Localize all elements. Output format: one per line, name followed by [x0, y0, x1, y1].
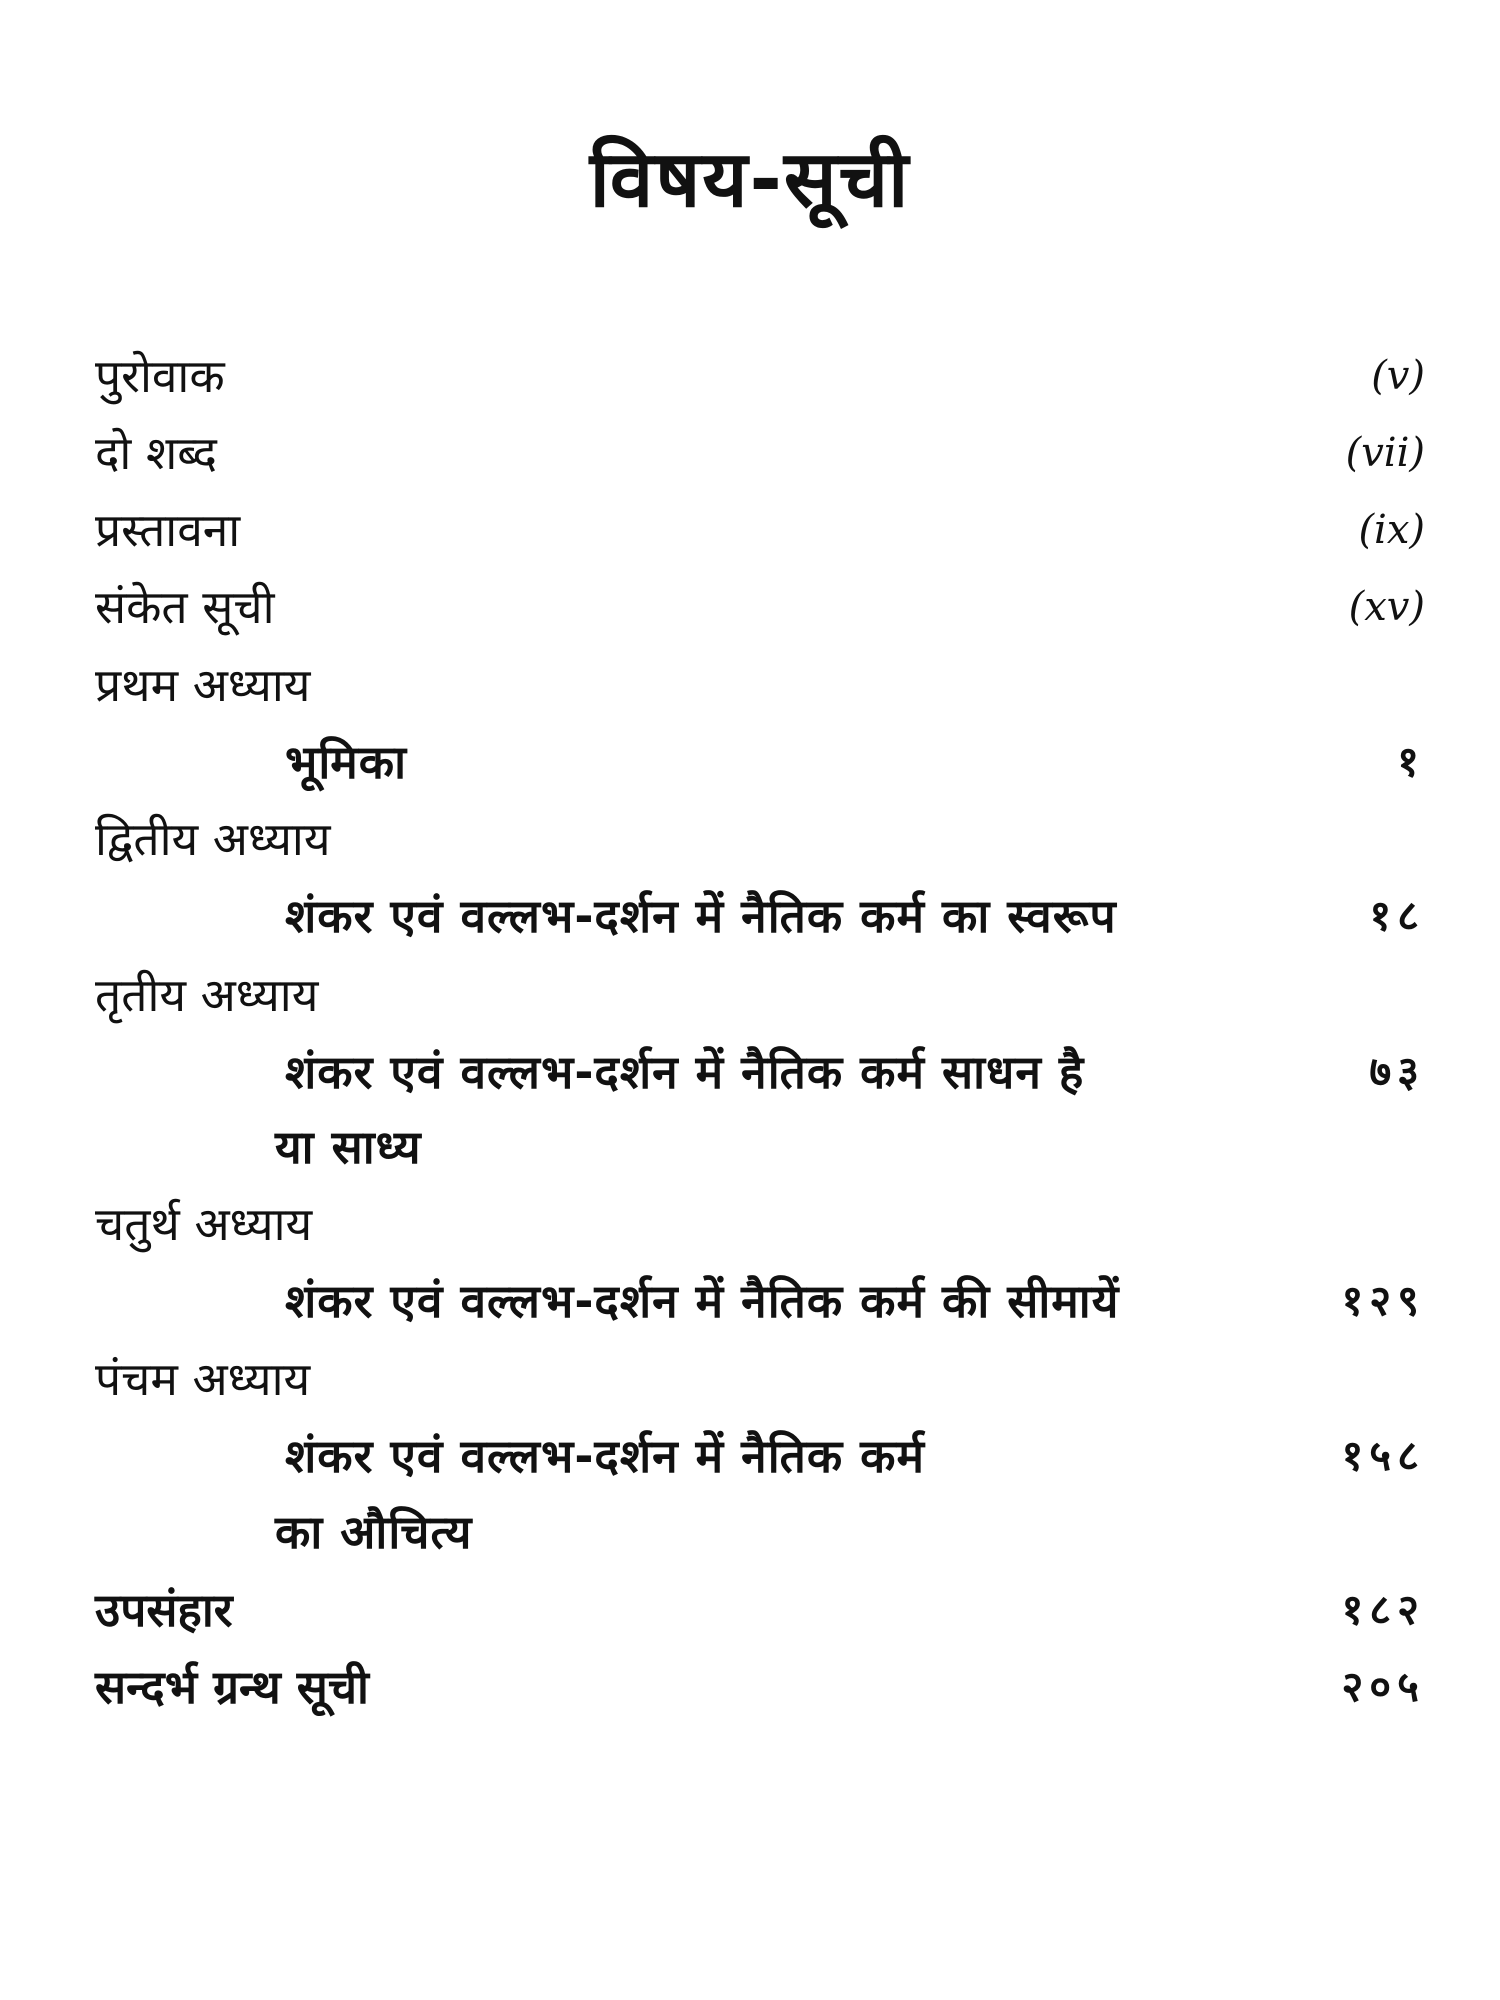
toc-entry-prastavana [95, 492, 1425, 568]
chapter-title-line-2: का औचित्य [275, 1505, 473, 1559]
toc-entry-chapter-5 [95, 1418, 1425, 1494]
toc-entry-page: १८२ [1341, 1585, 1425, 1634]
toc-entry-label: सन्दर्भ ग्रन्थ सूची [95, 1660, 369, 1714]
toc-entry-chapter-5-cont [95, 1494, 1425, 1570]
toc-entry-upsanhar [95, 1572, 1425, 1648]
toc-entry-chapter-4 [95, 1263, 1425, 1339]
toc-entry-chapter-3-cont [95, 1109, 1425, 1185]
toc-entry-page: १ [1397, 737, 1425, 786]
chapter-heading-2 [95, 801, 1425, 877]
toc-entry-purovak [95, 338, 1425, 414]
toc-entry-label: उपसंहार [95, 1583, 233, 1637]
chapter-title: शंकर एवं वल्लभ-दर्शन में नैतिक कर्म का स्वरूप [285, 889, 1117, 943]
chapter-heading-4 [95, 1186, 1425, 1262]
toc-entry-label: दो शब्द [95, 426, 217, 480]
toc-entry-page: (ix) [1358, 507, 1425, 553]
toc-entry-label: संकेत सूची [95, 580, 275, 634]
chapter-heading: पंचम अध्याय [95, 1352, 311, 1406]
toc-entry-label: प्रस्तावना [95, 503, 241, 557]
toc-entry-chapter-1 [95, 724, 1425, 800]
chapter-heading-5 [95, 1341, 1425, 1417]
chapter-heading: प्रथम अध्याय [95, 658, 311, 712]
toc-entry-page: ७३ [1369, 1047, 1425, 1096]
toc-entry-page: १२९ [1341, 1276, 1425, 1325]
chapter-heading-1 [95, 647, 1425, 723]
chapter-title-line-1: शंकर एवं वल्लभ-दर्शन में नैतिक कर्म साधन है [285, 1045, 1085, 1099]
toc-entry-page: (xv) [1348, 584, 1425, 630]
chapter-title-line-1: शंकर एवं वल्लभ-दर्शन में नैतिक कर्म [285, 1429, 926, 1483]
toc-entry-do-shabd [95, 415, 1425, 491]
toc-entry-label: पुरोवाक [95, 349, 225, 403]
toc-entry-sanket-suchi [95, 569, 1425, 645]
toc-entry-chapter-2 [95, 878, 1425, 954]
toc-entry-page: (vii) [1345, 430, 1425, 476]
chapter-heading-3 [95, 957, 1425, 1033]
toc-entry-page: २०५ [1341, 1662, 1425, 1711]
chapter-title: भूमिका [285, 735, 408, 789]
chapter-heading: चतुर्थ अध्याय [95, 1197, 313, 1251]
chapter-heading: द्वितीय अध्याय [95, 812, 331, 866]
toc-entry-sandarbh [95, 1649, 1425, 1725]
chapter-title: शंकर एवं वल्लभ-दर्शन में नैतिक कर्म की सीमायें [285, 1274, 1120, 1328]
toc-entry-page: (v) [1371, 353, 1425, 399]
chapter-heading: तृतीय अध्याय [95, 968, 319, 1022]
page-title: विषय-सूची [589, 135, 911, 225]
chapter-title-line-2: या साध्य [275, 1120, 422, 1174]
toc-entry-page: १८ [1369, 891, 1425, 940]
toc-entry-page: १५८ [1341, 1431, 1425, 1480]
toc-entry-chapter-3 [95, 1034, 1425, 1110]
